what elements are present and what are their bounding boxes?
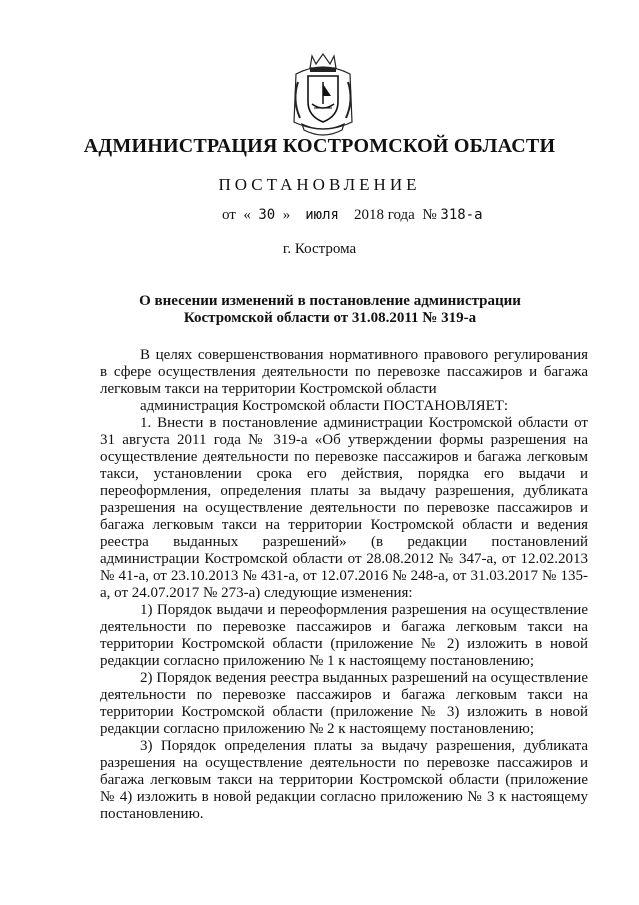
organization-title: АДМИНИСТРАЦИЯ КОСТРОМСКОЙ ОБЛАСТИ	[83, 135, 556, 157]
paragraph-resolves: администрация Костромской области ПОСТАНОВЛЯЕТ:	[140, 398, 509, 414]
document-date-line	[222, 207, 483, 224]
document-number: 318-а	[440, 207, 483, 223]
date-year: 2018 года	[353, 207, 415, 223]
coat-of-arms-icon	[290, 52, 356, 140]
subject-line-1: О внесении изменений в постановление администрации	[139, 293, 521, 309]
subject-line-2: Костромской области от 31.08.2011 № 319-а	[183, 310, 477, 326]
date-prefix: от	[222, 207, 236, 223]
paragraph-subitem-2: 2) Порядок ведения реестра выданных разрешений на осуществление деятельности по перевозке пассажиров и багажа легковым такси на территории Костромской области (приложение № 3) изложить в новой редакции согласно приложению № 2 к настоящему постановлению;	[100, 670, 588, 737]
date-month: июля	[305, 207, 339, 223]
paragraph-subitem-3: 3) Порядок определения платы за выдачу разрешения, дубликата разрешения на осуществление деятельности по перевозке пассажиров и багажа легковым такси на территории Костромской области (приложение № 4) изложить в новой редакции согласно приложению № 3 к настоящему постановлению.	[100, 738, 588, 822]
date-day: 30	[258, 207, 276, 223]
paragraph-item-1: 1. Внести в постановление администрации Костромской области от 31 августа 2011 года № 319-а «Об утверждении формы разрешения на осуществление деятельности по перевозке пассажиров и багажа легковым такси, установлении срока его действия, порядка его выдачи и переоформления, определения платы за выдачу разрешения, дубликата разрешения на осуществление деятельности по перевозке пассажиров и багажа легковым такси на территории Костромской области и ведения реестра выданных разрешений» (в редакции постановлений администрации Костромской области от 28.08.2012 № 347-а, от 12.02.2013 № 41-а, от 23.10.2013 № 431-а, от 12.07.2016 № 248-а, от 31.03.2017 № 135-а, от 24.07.2017 № 273-а) следующие изменения:	[100, 415, 588, 601]
paragraph-subitem-1: 1) Порядок выдачи и переоформления разрешения на осуществление деятельности по перевозке пассажиров и багажа легковым такси на территории Костромской области (приложение № 2) изложить в новой редакции согласно приложению № 1 к настоящему постановлению;	[100, 602, 588, 669]
document-type: ПОСТАНОВЛЕНИЕ	[218, 175, 421, 194]
number-sign: №	[422, 207, 437, 223]
date-quote-close: »	[282, 207, 291, 223]
date-quote-open: «	[243, 207, 251, 223]
document-body	[100, 347, 588, 823]
paragraph-preamble: В целях совершенствования нормативного правового регулирования в сфере осуществления деятельности по перевозке пассажиров и багажа легковым такси на территории Костромской области	[100, 347, 588, 397]
city: г. Кострома	[282, 241, 357, 257]
document-subject	[130, 293, 530, 327]
